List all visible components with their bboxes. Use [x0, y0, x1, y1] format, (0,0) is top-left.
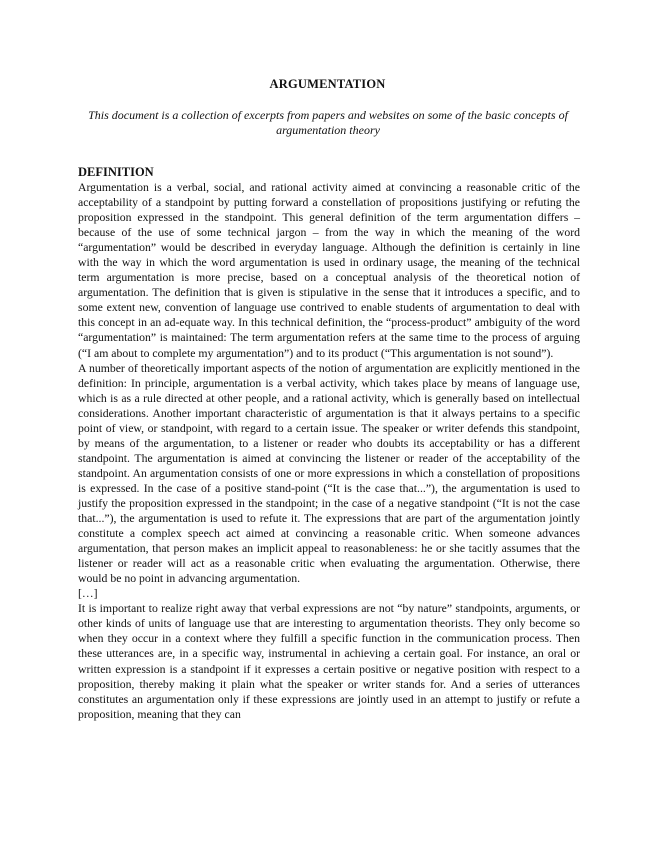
document-title: ARGUMENTATION [269, 77, 386, 91]
paragraph-ellipsis: […] [78, 587, 98, 601]
paragraph-1: Argumentation is a verbal, social, and rational activity aimed at convincing a reasonable critic of the acceptability of a standpoint by putting forward a constellation of propositions justifying or refuting the proposition expressed in the standpoint. This general definition of the term argumentation differs – because of the use of some technical jargon – from the way in which the meaning of the word “argumentation” would be described in everyday language. Although the definition is certainly in line with the way in which the word argumentation is used in ordinary usage, the meaning of the technical term argumentation is more precise, based on a conceptual analysis of the theoretical notion of argumentation. The definition that is given is stipulative in the sense that it introduces a specific, and to some extent new, convention of language use contrived to enable students of argumentation to deal with this concept in an ad-equate way. In this technical definition, the “process-product” ambiguity of the word “argumentation” is maintained: The term argumentation refers at the same time to the process of arguing (“I am about to complete my argumentation”) and to its product (“This argumentation is not sound”). [78, 181, 580, 360]
body-text [78, 180, 580, 722]
document-subtitle: This document is a collection of excerpts from papers and websites on some of the basic concepts of argumentation theory [88, 108, 568, 137]
paragraph-2: A number of theoretically important aspects of the notion of argumentation are explicitly mentioned in the definition: In principle, argumentation is a verbal activity, which takes place by means of language use, which is as a rule directed at other people, and a rational activity, which is generally based on intellectual considerations. Another important characteristic of argumentation is that it always pertains to a specific point of view, or standpoint, with regard to a certain issue. The speaker or writer defends this standpoint, by means of the argumentation, to a listener or reader who doubts its acceptability or has a different standpoint. The argumentation is aimed at convincing the listener or reader of the acceptability of the standpoint. An argumentation consists of one or more expressions in which a constellation of propositions is expressed. In the case of a positive stand-point (“It is the case that...”), the argumentation is used to justify the proposition expressed in the standpoint; in the case of a negative standpoint (“It is not the case that...”), the argumentation is used to refute it. The expressions that are part of the argumentation jointly constitute a complex speech act aimed at convincing a reasonable critic. When someone advances argumentation, that person makes an implicit appeal to reasonableness: he or she tacitly assumes that the listener or reader will act as a reasonable critic when evaluating the argumentation. Otherwise, there would be no point in advancing argumentation. [78, 361, 580, 586]
section-heading: DEFINITION [78, 165, 154, 179]
paragraph-3: It is important to realize right away that verbal expressions are not “by nature” standpoints, arguments, or other kinds of units of language use that are interesting to argumentation theorists. They only become so when they occur in a context where they fulfill a specific function in the communication process. Then these utterances are, in a specific way, instrumental in achieving a certain goal. For instance, an oral or written expression is a standpoint if it expresses a certain positive or negative position with respect to a proposition, thereby making it plain what the speaker or writer stands for. And a series of utterances constitutes an argumentation only if these expressions are jointly used in an attempt to justify or refute a proposition, meaning that they can [78, 602, 580, 721]
